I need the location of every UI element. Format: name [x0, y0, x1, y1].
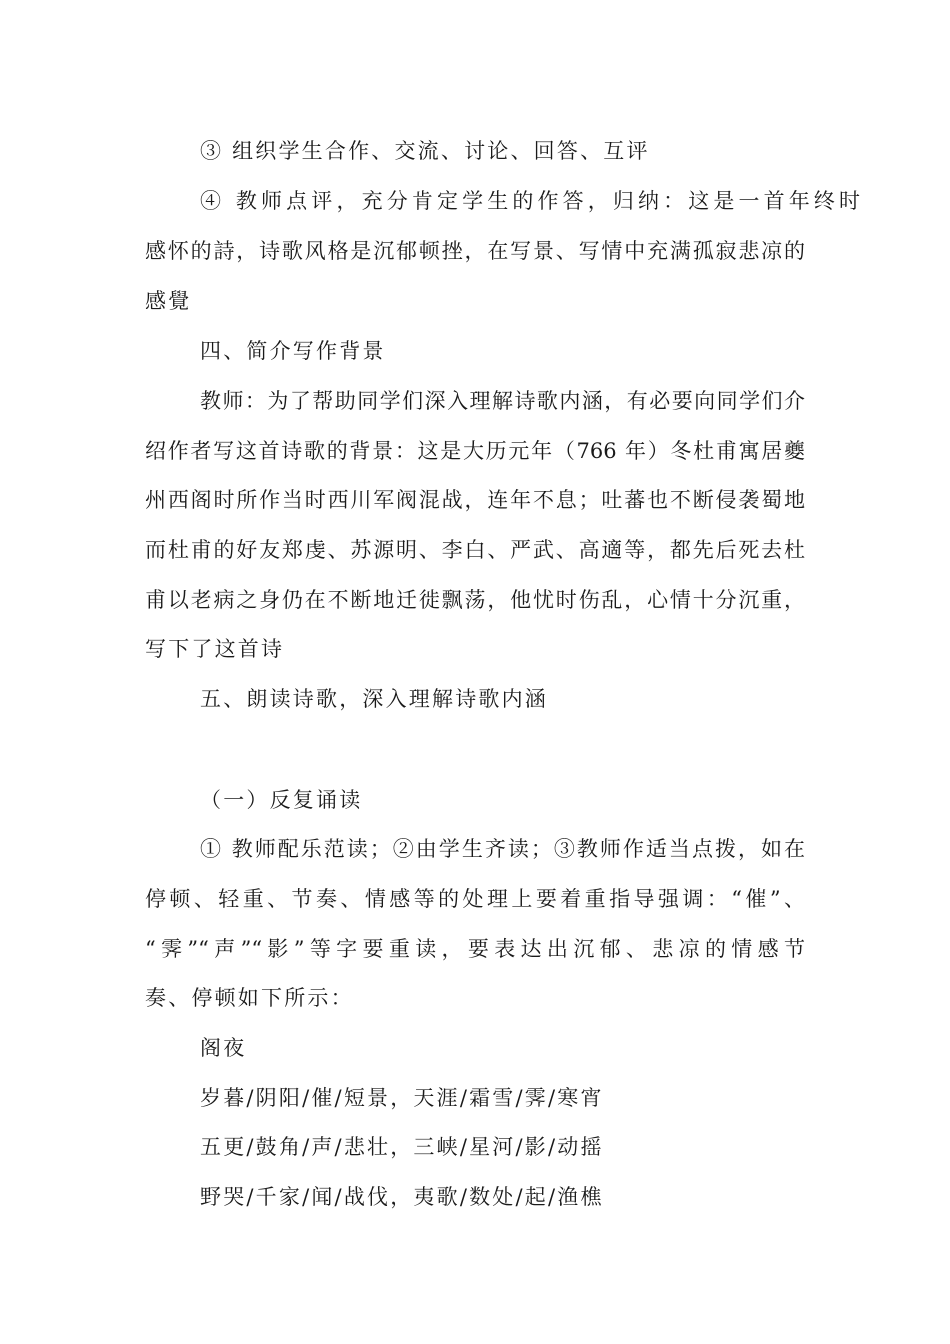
poem-line: 五更/鼓角/声/悲壮，三峡/星河/影/动摇 — [200, 1135, 604, 1159]
paragraph-line: 感怀的詩，诗歌风格是沉郁顿挫，在写景、写情中充满孤寂悲凉的 — [145, 239, 805, 263]
paragraph-line: 甫以老病之身仍在不断地迁徙飘荡，他忧时伤乱，心情十分沉重， — [145, 588, 805, 612]
paragraph-line: 感覺 — [145, 289, 192, 313]
step-3-text: ③ 组织学生合作、交流、讨论、回答、互评 — [200, 139, 650, 163]
paragraph-line: ① 教师配乐范读；②由学生齐读；③教师作适当点拨，如在 — [200, 837, 805, 861]
paragraph-line: 停顿、轻重、节奏、情感等的处理上要着重指导强调：“催”、 — [145, 887, 805, 911]
section-heading-5: 五、朗读诗歌，深入理解诗歌内涵 — [200, 687, 548, 711]
step-4-text: ④ 教师点评，充分肯定学生的作答，归纳：这是一首年终时 — [200, 189, 860, 213]
poem-title: 阁夜 — [200, 1036, 247, 1060]
paragraph-line: 写下了这首诗 — [145, 637, 285, 661]
paragraph-line: 州西阁时所作当时西川军阀混战，连年不息；吐蕃也不断侵袭蜀地 — [145, 488, 805, 512]
subsection-heading: （一）反复诵读 — [200, 788, 363, 812]
section-heading-4: 四、简介写作背景 — [200, 339, 386, 363]
poem-line: 岁暮/阴阳/催/短景，天涯/霜雪/霁/寒宵 — [200, 1086, 604, 1110]
paragraph-line: “霁”“声”“影”等字要重读，要表达出沉郁、悲凉的情感节 — [145, 937, 805, 961]
poem-line: 野哭/千家/闻/战伐，夷歌/数处/起/渔樵 — [200, 1185, 604, 1209]
paragraph-line: 奏、停顿如下所示： — [145, 986, 354, 1010]
paragraph-line: 绍作者写这首诗歌的背景：这是大历元年（766 年）冬杜甫寓居夔 — [145, 439, 805, 463]
paragraph-line: 而杜甫的好友郑虔、苏源明、李白、严武、高適等，都先后死去杜 — [145, 538, 805, 562]
paragraph-line: 教师：为了帮助同学们深入理解诗歌内涵，有必要向同学们介 — [200, 389, 805, 413]
